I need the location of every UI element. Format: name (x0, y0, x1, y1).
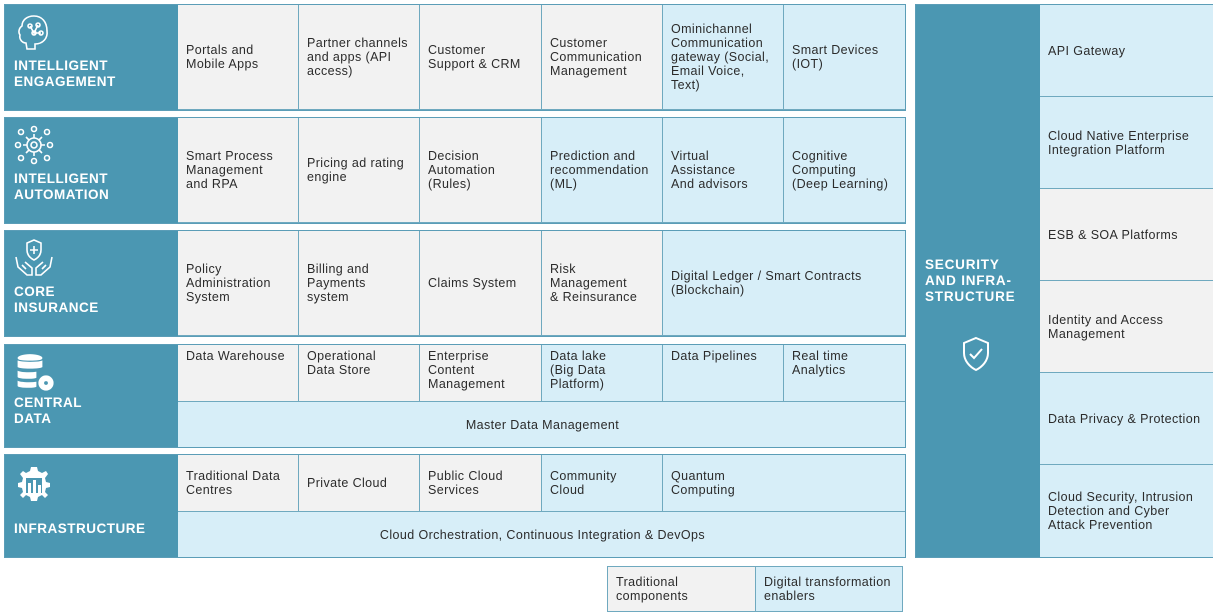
legend (607, 566, 903, 612)
database-gear-icon (13, 351, 55, 393)
row-title: CORE INSURANCE (14, 284, 99, 315)
component-cell: Traditional Data Centres (178, 455, 299, 512)
row-title: INFRASTRUCTURE (14, 521, 146, 536)
component-cell: Portals and Mobile Apps (178, 5, 299, 110)
component-cell: Real time Analytics (784, 345, 905, 402)
component-cell: Smart Devices (IOT) (784, 5, 905, 110)
component-cell: Public Cloud Services (420, 455, 542, 512)
component-cell: Decision Automation (Rules) (420, 118, 542, 223)
security-item: ESB & SOA Platforms (1040, 189, 1213, 281)
component-cell: Customer Communication Management (542, 5, 663, 110)
component-cell: Private Cloud (299, 455, 420, 512)
component-cell: Community Cloud (542, 455, 663, 512)
row-intelligent-engagement (4, 4, 906, 111)
component-cell: Data Pipelines (663, 345, 784, 402)
security-item: Identity and Access Management (1040, 281, 1213, 373)
row-header (5, 455, 178, 557)
row-core-insurance (4, 230, 906, 337)
row-header (5, 118, 178, 223)
component-cell: Enterprise Content Management (420, 345, 542, 402)
component-cell: Cognitive Computing (Deep Learning) (784, 118, 905, 223)
component-cell: Prediction and recommendation (ML) (542, 118, 663, 223)
row-central-data (4, 344, 906, 448)
security-title: SECURITY AND INFRA- STRUCTURE (925, 257, 1016, 304)
security-item: API Gateway (1040, 5, 1213, 97)
shield-check-icon (961, 336, 991, 372)
factory-gear-icon (13, 461, 55, 503)
component-cell: Data Warehouse (178, 345, 299, 402)
component-cell: Risk Management & Reinsurance (542, 231, 663, 336)
component-cell: Billing and Payments system (299, 231, 420, 336)
component-cell: Policy Administration System (178, 231, 299, 336)
row-header (5, 231, 178, 336)
component-cell: Customer Support & CRM (420, 5, 542, 110)
component-cell: Pricing ad rating engine (299, 118, 420, 223)
security-header (916, 5, 1040, 557)
row-intelligent-automation (4, 117, 906, 224)
row-infrastructure (4, 454, 906, 558)
row-header (5, 5, 178, 110)
component-cell: Smart Process Management and RPA (178, 118, 299, 223)
gear-network-icon (13, 124, 55, 166)
wide-component-cell: Cloud Orchestration, Continuous Integration & DevOps (178, 512, 905, 557)
component-cell: Partner channels and apps (API access) (299, 5, 420, 110)
component-cell: Ominichannel Communication gateway (Social, Email Voice, Text) (663, 5, 784, 110)
legend-traditional: Traditional components (608, 567, 756, 611)
brain-icon (13, 11, 55, 53)
security-item: Cloud Native Enterprise Integration Platform (1040, 97, 1213, 189)
row-header (5, 345, 178, 447)
component-cell: Operational Data Store (299, 345, 420, 402)
component-cell: Data lake (Big Data Platform) (542, 345, 663, 402)
hands-shield-icon (13, 237, 55, 279)
security-item: Cloud Security, Intrusion Detection and Cyber Attack Prevention (1040, 465, 1213, 557)
row-title: INTELLIGENT ENGAGEMENT (14, 58, 116, 89)
security-column (915, 4, 1213, 558)
component-cell: Digital Ledger / Smart Contracts (Blockchain) (663, 231, 905, 336)
wide-component-cell: Master Data Management (178, 402, 905, 447)
security-item: Data Privacy & Protection (1040, 373, 1213, 465)
row-title: CENTRAL DATA (14, 395, 82, 426)
component-cell: Quantum Computing (663, 455, 905, 512)
component-cell: Virtual Assistance And advisors (663, 118, 784, 223)
row-title: INTELLIGENT AUTOMATION (14, 171, 110, 202)
legend-digital: Digital transformation enablers (756, 567, 902, 611)
component-cell: Claims System (420, 231, 542, 336)
